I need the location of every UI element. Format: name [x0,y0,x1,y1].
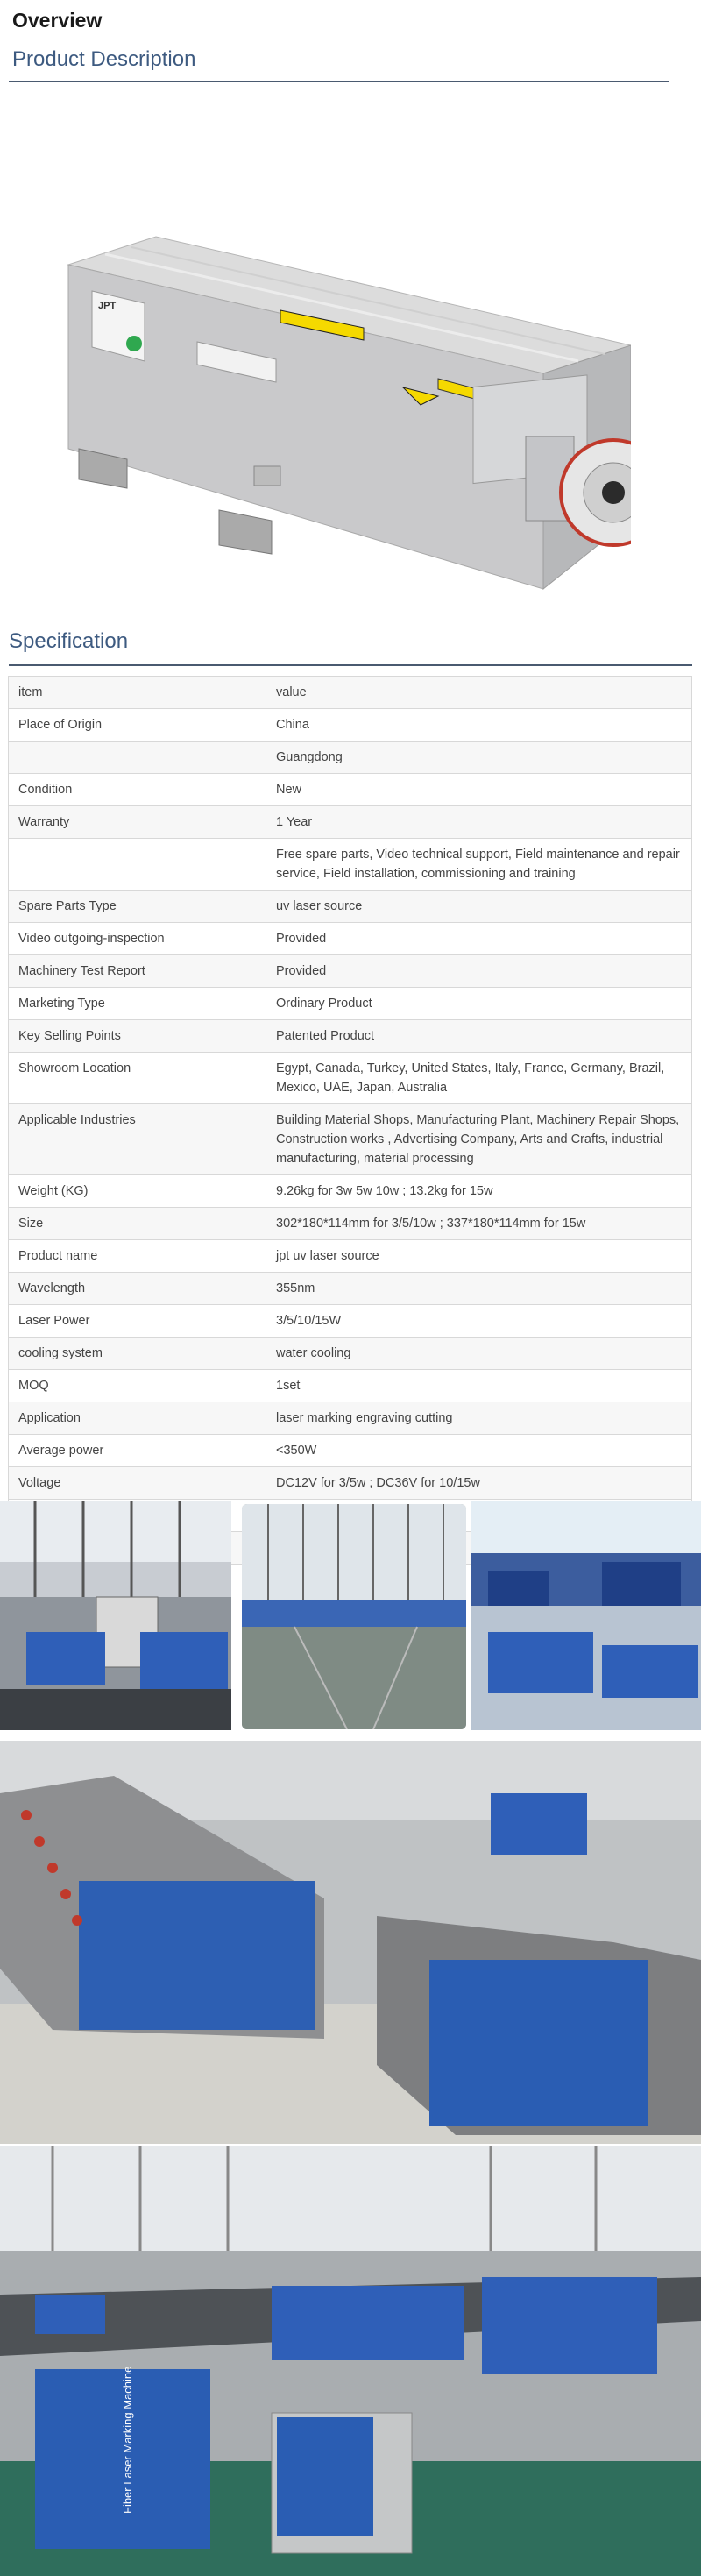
spec-key: Application [9,1402,266,1435]
spec-value: Egypt, Canada, Turkey, United States, Italy, France, Germany, Brazil, Mexico, UAE, Japan, Australia [266,1053,692,1104]
spec-row [9,742,692,774]
factory-workshop-photo-1 [0,1501,231,1730]
spec-value: 355nm [266,1273,692,1305]
spec-key: Video outgoing-inspection [9,923,266,955]
spec-value: 1 Year [266,806,692,839]
spec-key [9,742,266,774]
spec-row [9,1435,692,1467]
spec-key: Warranty [9,806,266,839]
spec-key: Weight (KG) [9,1175,266,1208]
spec-row [9,1402,692,1435]
spec-value: Provided [266,923,692,955]
spec-row [9,1208,692,1240]
spec-row [9,988,692,1020]
spec-row [9,1053,692,1104]
spec-key: Showroom Location [9,1053,266,1104]
spec-key: Applicable Industries [9,1104,266,1175]
spec-key: Spare Parts Type [9,891,266,923]
spec-value: value [266,677,692,709]
factory-workshop-photo-3 [471,1501,701,1730]
specification-title: Specification [9,629,129,653]
spec-row [9,955,692,988]
spec-key: Marketing Type [9,988,266,1020]
spec-value: <350W [266,1435,692,1467]
spec-row [9,1020,692,1053]
specification-divider [9,664,692,666]
spec-row [9,774,692,806]
spec-key: Voltage [9,1467,266,1500]
spec-key: Average power [9,1435,266,1467]
spec-value: 9.26kg for 3w 5w 10w ; 13.2kg for 15w [266,1175,692,1208]
spec-key: item [9,677,266,709]
hero-brand-text: JPT [98,301,117,311]
overview-title: Overview [12,9,103,32]
spec-value: jpt uv laser source [266,1240,692,1273]
spec-key: Place of Origin [9,709,266,742]
spec-key: Key Selling Points [9,1020,266,1053]
spec-row [9,1104,692,1175]
machines-row-photo [0,1741,701,2144]
spec-row [9,923,692,955]
spec-value: DC12V for 3/5w ; DC36V for 10/15w [266,1467,692,1500]
spec-key: MOQ [9,1370,266,1402]
spec-row [9,1175,692,1208]
spec-row [9,1370,692,1402]
spec-row [9,806,692,839]
spec-row [9,1338,692,1370]
spec-value: 3/5/10/15W [266,1305,692,1338]
spec-key: Condition [9,774,266,806]
spec-value: New [266,774,692,806]
product-description-divider [9,81,669,82]
spec-row [9,839,692,891]
spec-row [9,677,692,709]
spec-key: Laser Power [9,1305,266,1338]
spec-value: laser marking engraving cutting [266,1402,692,1435]
spec-row [9,891,692,923]
spec-value: 1set [266,1370,692,1402]
specification-table [8,676,692,1565]
spec-value: Ordinary Product [266,988,692,1020]
spec-value: Provided [266,955,692,988]
machine-side-text: Fiber Laser Marking Machine [121,2366,134,2514]
spec-row [9,1467,692,1500]
spec-key [9,839,266,891]
spec-key: Machinery Test Report [9,955,266,988]
product-description-title: Product Description [12,47,196,71]
spec-value: Patented Product [266,1020,692,1053]
spec-value: water cooling [266,1338,692,1370]
spec-value: China [266,709,692,742]
machines-table-photo [0,2146,701,2576]
spec-value: 302*180*114mm for 3/5/10w ; 337*180*114mm for 15w [266,1208,692,1240]
spec-value: Building Material Shops, Manufacturing Plant, Machinery Repair Shops, Construction works , Advertising Company, Arts and Crafts, industrial manufacturing, material processing [266,1104,692,1175]
spec-row [9,1273,692,1305]
spec-row [9,1305,692,1338]
spec-row [9,709,692,742]
spec-key: Wavelength [9,1273,266,1305]
spec-key: cooling system [9,1338,266,1370]
spec-value: uv laser source [266,891,692,923]
factory-workshop-photo-2 [242,1504,466,1729]
spec-row [9,1240,692,1273]
laser-source-product-image [53,230,631,598]
spec-value: Guangdong [266,742,692,774]
spec-key: Product name [9,1240,266,1273]
spec-value: Free spare parts, Video technical support, Field maintenance and repair service, Field installation, commissioning and training [266,839,692,891]
spec-key: Size [9,1208,266,1240]
